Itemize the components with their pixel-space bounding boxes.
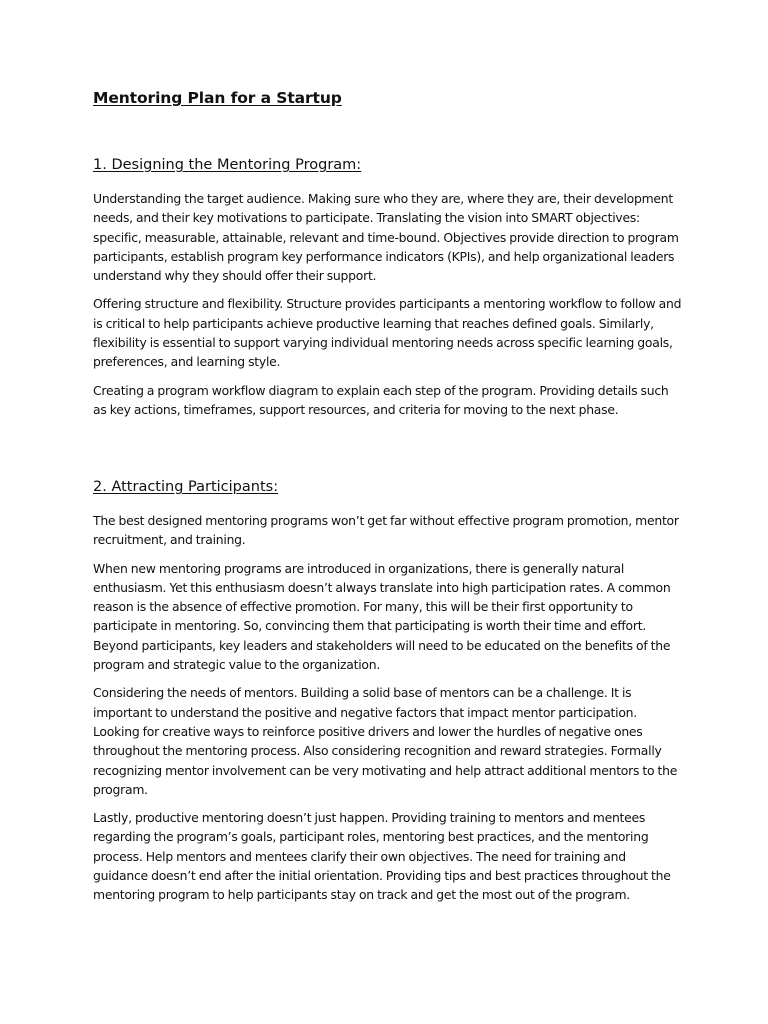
paragraph: The best designed mentoring programs won’t get far without effective program promotion, mentor recruitment, and training. — [93, 513, 679, 548]
paragraph: Lastly, productive mentoring doesn’t just happen. Providing training to mentors and mentees regarding the program’s goals, participant roles, mentoring best practices, and the mentoring process. Help mentors and mentees clarify their own objectives. The need for training and guidance doesn’t end after the initial orientation. Providing tips and best practices throughout the mentoring program to help participants stay on track and get the most out of the program. — [93, 810, 671, 903]
section-heading: 2. Attracting Participants: — [93, 479, 279, 495]
section-attracting-participants — [93, 478, 683, 914]
paragraph: Understanding the target audience. Making sure who they are, where they are, their development needs, and their key motivations to participate. Translating the vision into SMART objectives: specific, measurable, attainable, relevant and time-bound. Objectives provide direction to program participants, establish program key performance indicators (KPIs), and help organizational leaders understand why they should offer their support. — [93, 191, 679, 284]
document-title: Mentoring Plan for a Startup — [93, 89, 342, 107]
paragraph: When new mentoring programs are introduced in organizations, there is generally natural enthusiasm. Yet this enthusiasm doesn’t always translate into high participation rates. A common reason is the absence of effective promotion. For many, this will be their first opportunity to participate in mentoring. So, convincing them that participating is worth their time and effort. Beyond participants, key leaders and stakeholders will need to be educated on the benefits of the program and strategic value to the organization. — [93, 560, 671, 673]
paragraph: Creating a program workflow diagram to explain each step of the program. Providing details such as key actions, timeframes, support resources, and criteria for moving to the next phase. — [93, 382, 669, 417]
section-designing-program — [93, 156, 683, 428]
paragraph: Offering structure and flexibility. Structure provides participants a mentoring workflow to follow and is critical to help participants achieve productive learning that reaches defined goals. Similarly, flexibility is essential to support varying individual mentoring needs across specific learning goals, preferences, and learning style. — [93, 296, 682, 370]
paragraph: Considering the needs of mentors. Building a solid base of mentors can be a challenge. It is important to understand the positive and negative factors that impact mentor participation. Looking for creative ways to reinforce positive drivers and lower the hurdles of negative ones throughout the mentoring process. Also considering recognition and reward strategies. Formally recognizing mentor involvement can be very motivating and help attract additional mentors to the program. — [93, 685, 678, 797]
section-heading: 1. Designing the Mentoring Program: — [93, 157, 362, 173]
